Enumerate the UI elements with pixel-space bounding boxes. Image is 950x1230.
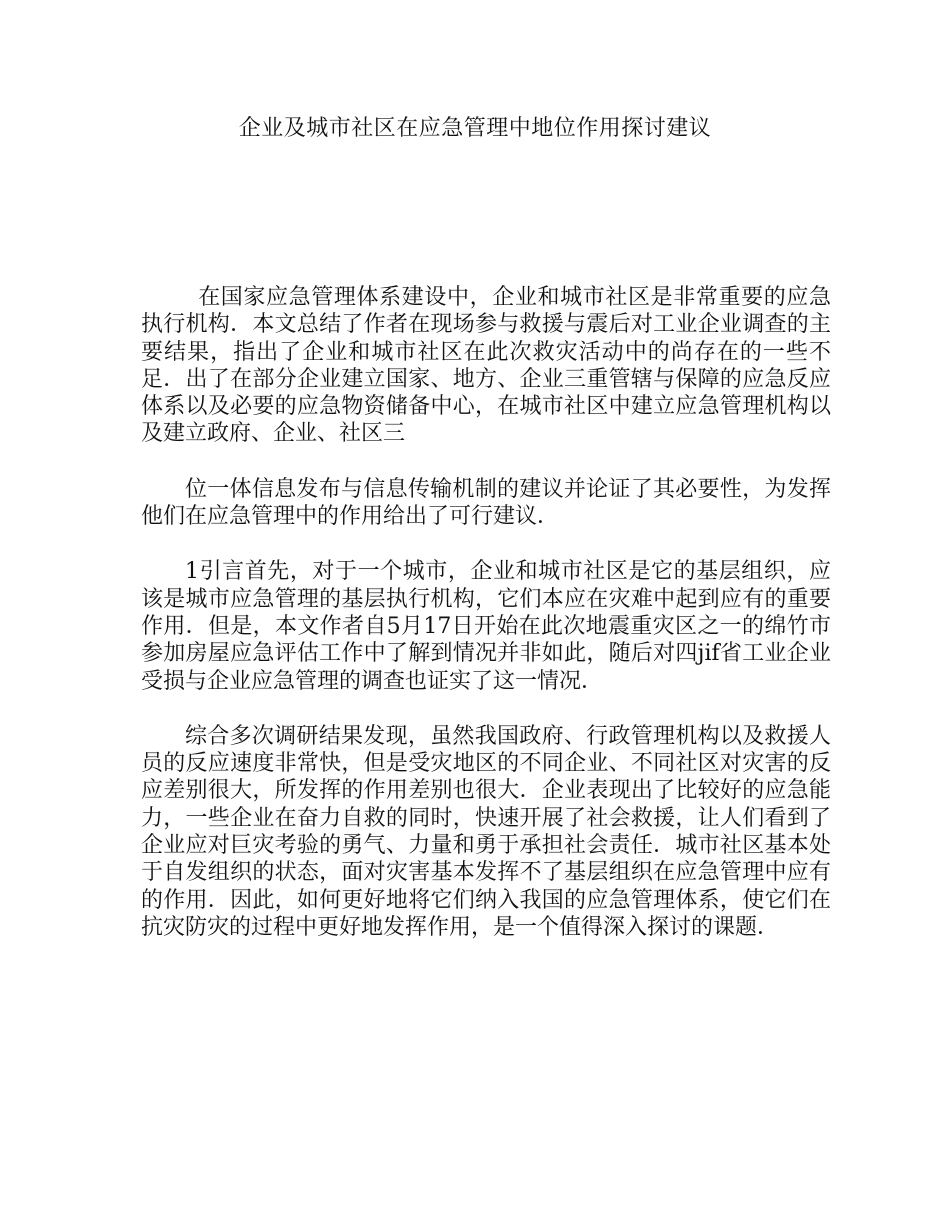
document-body	[141, 284, 831, 969]
paragraph-findings: 综合多次调研结果发现，虽然我国政府、行政管理机构以及救援人员的反应速度非常快，但是受灾地区的不同企业、不同社区对灾害的反应差别很大，所发挥的作用差别也很大．企业表现出了比较好的应急能力，一些企业在奋力自救的同时，快速开展了社会救援，让人们看到了企业应对巨灾考验的勇气、力量和勇于承担社会责任．城市社区基本处于自发组织的状态，面对灾害基本发挥不了基层组织在应急管理中应有的作用．因此，如何更好地将它们纳入我国的应急管理体系，使它们在抗灾防灾的过程中更好地发挥作用，是一个值得深入探讨的课题．	[141, 723, 831, 940]
paragraph-introduction: 1引言首先，对于一个城市，企业和城市社区是它的基层组织，应该是城市应急管理的基层执行机构，它们本应在灾难中起到应有的重要作用．但是，本文作者自5月17日开始在此次地震重灾区之一的绵竹市参加房屋应急评估工作中了解到情况并非如此，随后对四jif省工业企业受损与企业应急管理的调查也证实了这一情况．	[141, 559, 831, 694]
paragraph-abstract-part1: 在国家应急管理体系建设中，企业和城市社区是非常重要的应急执行机构．本文总结了作者在现场参与救援与震后对工业企业调查的主要结果，指出了企业和城市社区在此次救灾活动中的尚存在的一些不足．出了在部分企业建立国家、地方、企业三重管辖与保障的应急反应体系以及必要的应急物资储备中心，在城市社区中建立应急管理机构以及建立政府、企业、社区三	[141, 285, 831, 447]
paragraph-abstract-part2: 位一体信息发布与信息传输机制的建议并论证了其必要性，为发挥他们在应急管理中的作用给出了可行建议．	[141, 476, 831, 530]
document-title: 企业及城市社区在应急管理中地位作用探讨建议	[238, 116, 712, 141]
